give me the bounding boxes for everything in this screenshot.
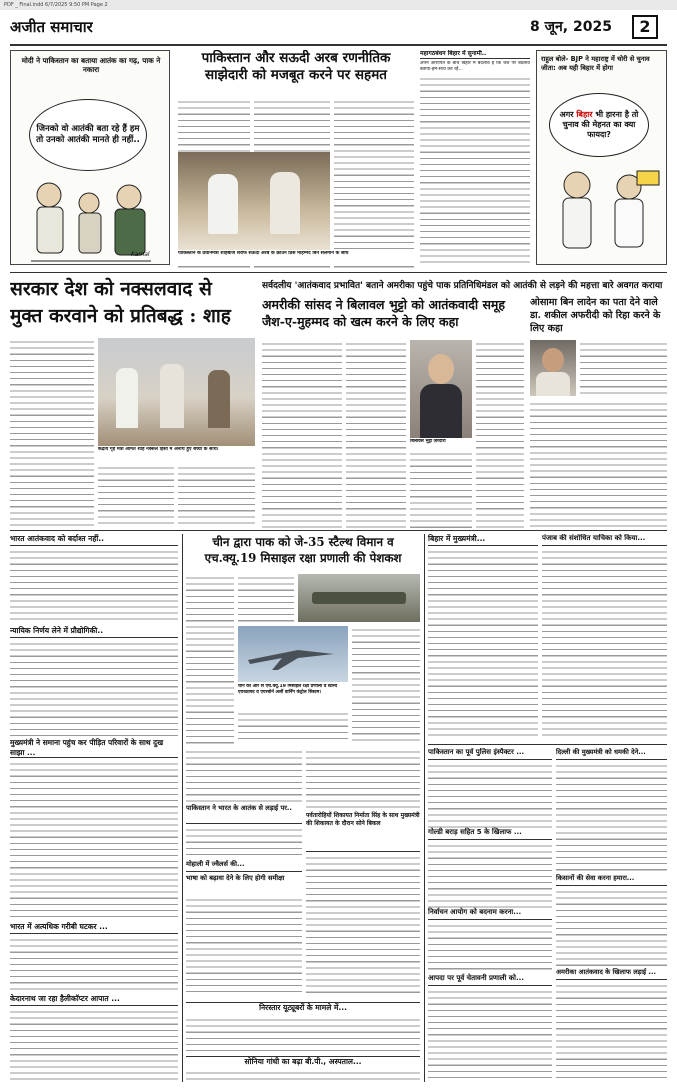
issue-date: 8 जून, 2025 (530, 19, 612, 35)
bilawal-body-col4 (476, 340, 524, 528)
cartoon-right-figures (537, 161, 667, 261)
right-h-america: अमरीका आतंकवाद के खिलाफ लड़ाई ... (556, 968, 667, 980)
mid-b0 (186, 748, 302, 804)
right-h-punjab: पंजाब की संशोधित याचिका को किया... (542, 534, 667, 546)
mid-h-sonia: सोनिया गांधी का बढ़ा बी.पी., अस्पताल... (186, 1056, 420, 1068)
osama-headline: ओसामा बिन लादेन का पता देने वाले डा. शकील अफरीदी को रिहा करने के लिए कहा (530, 297, 661, 334)
column-right-top (542, 534, 667, 742)
bilawal-body-col1 (262, 340, 342, 528)
saudi-caption: पाकिस्तान के प्रधानमंत्री शाहबाज शरीफ सऊदी अरब के क्राउन प्रिंस मोहम्मद बिन सलमान के साथ (178, 251, 414, 265)
story-saudi-body-col3 (334, 98, 414, 268)
story-bihar-body: अपने आरोपित के बीच बिहार में बदलाव है कि चेंज पर बदलाव बताया-हम-साथ कर रहे... (420, 61, 530, 73)
band-rule-2 (10, 530, 667, 531)
story-china (186, 534, 420, 744)
mid-b1 (186, 826, 302, 860)
left-b3 (10, 760, 178, 920)
left-h1: भारत आतंकवाद को बर्दाश्त नहीं.. (10, 534, 178, 546)
cartoon-left-bubble: जिनको वो आतंकी बता रहे हैं हम तो उनको आतंकी मानते ही नहीं.. (29, 99, 147, 171)
story-sonia (186, 1056, 420, 1084)
figure-body (37, 207, 63, 253)
left-b5 (10, 1008, 178, 1080)
china-jet-photo (238, 626, 348, 682)
mid-h-mohali: मोहाली में ज्वैलर्स की... (186, 860, 302, 872)
right-b3 (556, 888, 667, 968)
mid-h-election: निर्वाचन आयोग को बदनाम करना... (428, 908, 552, 920)
shah-body-col2 (98, 464, 174, 528)
col3-b1 (428, 548, 538, 738)
col3-b4 (428, 922, 552, 974)
osama-body-col1 (580, 340, 667, 396)
cartoon-right-bubble: अगर बिहार भी हारना है तो चुनाव की मेहनत का क्या फायदा? (549, 93, 649, 157)
column-left (10, 534, 178, 1082)
mid-h-ngo: भाषा को बढ़ावा देने के लिए होगी समीक्षा (186, 874, 285, 882)
saudi-photo (178, 152, 330, 250)
story-shah (10, 276, 255, 528)
vrule-2 (424, 534, 425, 1082)
story-bihar (420, 50, 530, 268)
story-bilawal (262, 296, 524, 528)
cartoon-right (536, 50, 667, 265)
mid-b2 (186, 896, 302, 996)
right-b2 (556, 762, 667, 874)
left-h5: केदारनाथ जा रहा हैलीकॉप्टर आपात ... (10, 994, 178, 1006)
shah-body-col3 (178, 464, 255, 528)
column-mid-left (186, 748, 302, 998)
china-caption: चीन की ओर से एच.क्यू.19 मिसाइल रक्षा प्रणाली व स्टैल्थ एयरक्राफ्ट व एयरबोर्न अर्ली वार्निंग कंट्रोल सिस्टम। (238, 684, 348, 708)
mid-h-bihar2: बिहार में मुख्यमंत्री... (428, 534, 538, 546)
shah-headline-line1: सरकार देश को नक्सलवाद से (10, 278, 212, 300)
shah-caption: केंद्रीय गृह मंत्री अमित शाह नक्सल हिंसा में अनाथ हुए बच्चों के साथ। (98, 447, 255, 461)
china-body-col1 (186, 574, 234, 744)
mid-b3 (306, 748, 420, 812)
bilawal-headline: अमरीकी सांसद ने बिलावल भुट्टो को आतंकवादी समूह जैश-ए-मुहम्मद को खत्म करने के लिए कहा (262, 297, 506, 329)
delegation-headline: सर्वदलीय 'आतंकवाद प्रभावित' बताने अमरीका पहुंचे पाक प्रतिनिधिमंडल को आतंकी से लड़ने की महत्ता बारे अवगत कराया (262, 281, 663, 291)
band-rule-1 (10, 272, 667, 273)
mid-h-pilgrims: निरस्तार यूट्यूबरों के मामले में... (186, 1002, 420, 1014)
cartoon-left-title: मोदी ने पाकिस्तान का बताया आतंक का गढ़, पाक ने नकारा (21, 56, 161, 74)
column-right-lower (556, 748, 667, 1082)
china-body-col4 (352, 626, 420, 744)
china-headline: चीन द्वारा पाक को जे-35 स्टैल्थ विमान व एच.क्यू.19 मिसाइल रक्षा प्रणाली की पेशकश (204, 535, 402, 565)
china-missile-photo (298, 574, 420, 622)
shah-body-col1 (10, 338, 94, 528)
left-b4 (10, 936, 178, 992)
print-info-strip: PDF _ Final.indd 6/7/2025 9:50 PM Page 2 (0, 0, 677, 10)
column-three (428, 534, 538, 742)
left-h2: न्यायिक निर्णय लेने में प्रौद्योगिकी.. (10, 626, 178, 638)
story-saudi (178, 50, 414, 268)
col3-b2 (428, 762, 552, 828)
shah-photo (98, 338, 255, 446)
cartoon-right-title: राहुल बोले- BJP ने महाराष्ट्र में चोरी से चुनाव जीता: अब यही बिहार में होगा (541, 55, 650, 72)
china-body-col2 (238, 574, 294, 622)
right-h-farmers: किसानों की सेवा करना हमारा... (556, 874, 667, 886)
story-bihar-kicker: महागठबंधन बिहार में सुनामी.. (420, 50, 530, 59)
right-h-delhi: दिल्ली की मुख्यमंत्री को धमकी देने... (556, 748, 667, 760)
right-b1 (542, 548, 667, 738)
cartoon-left (10, 50, 170, 265)
right-b4 (556, 982, 667, 1078)
column-mid-right (306, 748, 420, 998)
bilawal-body-col3 (410, 450, 472, 528)
mid-h-disaster: आपदा पर पूर्व चेतावनी प्रणाली को... (428, 974, 552, 986)
vrule-1 (182, 534, 183, 1082)
newspaper-name: अजीत समाचार (10, 18, 93, 36)
mid-b5 (186, 1016, 420, 1054)
left-h3: मुख्यमंत्री ने समाना पहुंच कर पीड़ित परिवारों के साथ दुख साझा ... (10, 738, 178, 758)
mid-h-court: पर्वतारोहियों शिकायत निर्माता सिंह के साथ मुख्यमंत्री की शिकायत के दौरान सोने बिकल (306, 812, 420, 852)
bilawal-photo (410, 340, 472, 438)
col3-b5 (428, 988, 552, 1078)
band-rule-3 (428, 744, 667, 745)
story-pilgrims (186, 1002, 420, 1054)
masthead-rule (10, 44, 667, 46)
china-body-col3 (238, 710, 348, 744)
osama-body-col2 (530, 400, 667, 528)
bilawal-caption: बिलावल भुट्टो ज़रदारी (410, 439, 472, 447)
bilawal-body-col2 (346, 340, 406, 528)
shah-headline-line2: मुक्त करवाने को प्रतिबद्ध : शाह (10, 305, 231, 327)
story-saudi-headline: पाकिस्तान और सऊदी अरब रणनीतिक साझेदारी को मजबूत करने पर सहमत (201, 50, 391, 83)
masthead (0, 10, 677, 44)
story-osama (530, 296, 667, 528)
mid-h-pak-police: पाकिस्तान का पूर्व पुलिस इंस्पैक्टर ... (428, 748, 552, 760)
left-b1 (10, 548, 178, 624)
col3-b3 (428, 842, 552, 908)
mid-h-samana: पाकिस्तान ने भारत के आतंक से लड़ाई पर.. (186, 804, 302, 824)
mid-h-gadkari: गोल्डी बराड़ सहित 5 के खिलाफ ... (428, 828, 552, 840)
mid-b6 (186, 1069, 420, 1083)
left-h4: भारत में अत्यधिक गरीबी घटकर ... (10, 922, 178, 934)
jet-icon (238, 626, 348, 682)
column-three-lower (428, 748, 552, 1082)
story-bihar-body-more (420, 75, 530, 265)
page-number: 2 (632, 15, 658, 39)
osama-photo (530, 340, 576, 396)
cartoonist-signature: Kamal (131, 251, 150, 258)
mid-b4 (306, 854, 420, 998)
left-b2 (10, 640, 178, 736)
figure-head (37, 183, 61, 207)
